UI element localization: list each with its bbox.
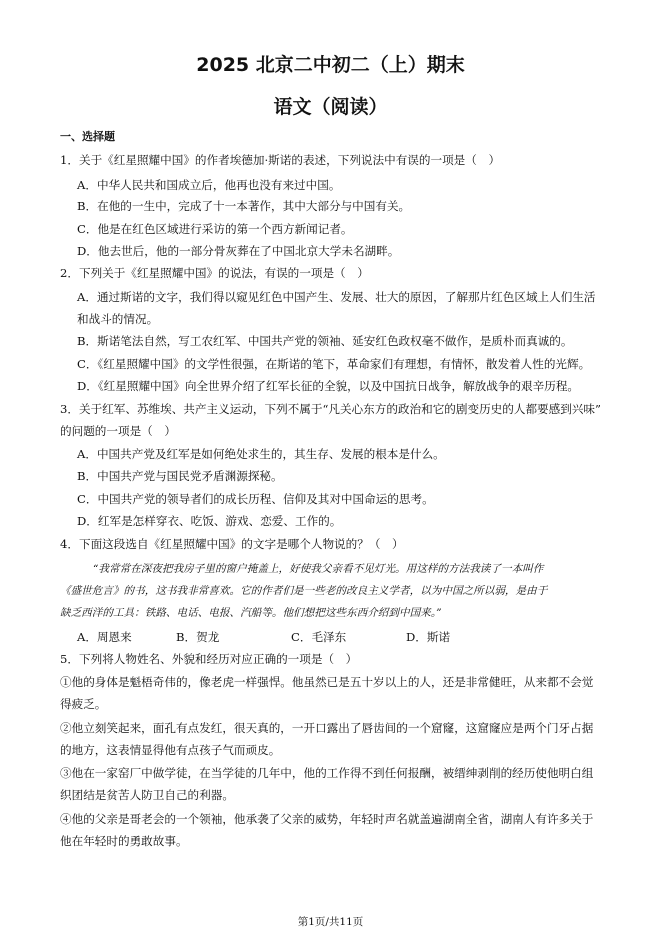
page-footer: 第1页/共11页	[297, 916, 364, 928]
question-2-option-a: A．通过斯诺的文字，我们得以窥见红色中国产生、发展、壮大的原因，了解那片红色区域上人们生活	[77, 290, 596, 304]
question-1-option-b: B．在他的一生中，完成了十一本著作，其中大部分与中国有关。	[77, 199, 411, 213]
question-3-stem-cont: 的问题的一项是（ ）	[60, 424, 176, 438]
question-3-stem: 3．关于红军、苏维埃、共产主义运动，下列不属于“凡关心东方的政治和它的剧变历史的人都要感到兴味”	[60, 402, 601, 416]
question-4-option-b: B．贺龙	[176, 630, 220, 644]
page-title: 2025 北京二中初二（上）期末	[196, 54, 465, 76]
question-5-item-1: ①他的身体是魁梧奇伟的，像老虎一样强悍。他虽然已是五十岁以上的人，还是非常健旺，从来都不会觉	[60, 675, 594, 689]
section-heading: 一、选择题	[60, 130, 115, 143]
question-5-item-1-cont: 得疲乏。	[60, 697, 107, 711]
question-4-option-d: D．斯诺	[406, 630, 451, 644]
question-5-item-3: ③他在一家窑厂中做学徒，在当学徒的几年中，他的工作得不到任何报酬，被缙绅剥削的经历使他明白组	[60, 766, 594, 780]
question-2-stem: 2．下列关于《红星照耀中国》的说法，有误的一项是（ ）	[60, 266, 369, 280]
question-1-stem: 1．关于《红星照耀中国》的作者埃德加·斯诺的表述，下列说法中有误的一项是（ ）	[60, 153, 501, 167]
question-4-stem: 4．下面这段选自《红星照耀中国》的文字是哪个人物说的？（ ）	[60, 537, 404, 551]
question-3-option-c: C．中国共产党的领导者们的成长历程、信仰及其对中国命运的思考。	[77, 492, 434, 506]
question-2-option-a-cont: 和战斗的情况。	[77, 312, 159, 326]
question-5-item-2: ②他立刻笑起来，面孔有点发红，很天真的，一开口露出了唇齿间的一个窟窿，这窟窿应是两个门牙占据	[60, 721, 594, 735]
question-3-option-b: B．中国共产党与国民党矛盾渊源探秘。	[77, 469, 283, 483]
question-2-option-d: D．《红星照耀中国》向全世界介绍了红军长征的全貌，以及中国抗日战争，解放战争的艰辛历程。	[77, 379, 580, 393]
page-subtitle: 语文（阅读）	[273, 96, 388, 118]
question-2-option-b: B．斯诺笔法自然，写工农红军、中国共产党的领袖、延安红色政权毫不做作，是质朴而真诚的。	[77, 334, 573, 348]
question-1-option-c: C．他是在红色区域进行采访的第一个西方新闻记者。	[77, 222, 353, 236]
question-1-option-a: A．中华人民共和国成立后，他再也没有来过中国。	[77, 178, 341, 192]
question-4-quote-line-2: 《盛世危言》的书，这书我非常喜欢。它的作者们是一些老的改良主义学者，以为中国之所以弱，是由于	[60, 585, 548, 597]
question-3-option-a: A．中国共产党及红军是如何绝处求生的，其生存、发展的根本是什么。	[77, 447, 445, 461]
question-4-quote-line-3: 缺乏西洋的工具：铁路、电话、电报、汽船等。他们想把这些东西介绍到中国来。”	[60, 607, 442, 619]
question-4-quote-line-1: “我常常在深夜把我房子里的窗户掩盖上，好使我父亲看不见灯光。用这样的方法我读了一本叫作	[93, 563, 544, 575]
question-2-option-c: C．《红星照耀中国》的文学性很强，在斯诺的笔下，革命家们有理想，有情怀，散发着人性的光辉。	[77, 357, 591, 371]
question-5-item-4: ④他的父亲是哥老会的一个领袖，他承袭了父亲的威势，年轻时声名就盖遍湖南全省，湖南人有许多关于	[60, 812, 594, 826]
question-5-item-4-cont: 他在年轻时的勇敢故事。	[60, 834, 188, 848]
question-1-option-d: D．他去世后，他的一部分骨灰葬在了中国北京大学未名湖畔。	[77, 244, 400, 258]
question-5-item-3-cont: 织团结是贫苦人防卫自己的利器。	[60, 788, 234, 802]
question-5-stem: 5．下列将人物姓名、外貌和经历对应正确的一项是（ ）	[60, 652, 358, 666]
question-5-item-2-cont: 的地方，这表情显得他有点孩子气而顽皮。	[60, 743, 281, 757]
question-4-option-c: C．毛泽东	[291, 630, 347, 644]
question-4-option-a: A．周恩来	[77, 630, 132, 644]
question-3-option-d: D．红军是怎样穿衣、吃饭、游戏、恋爱、工作的。	[77, 514, 342, 528]
